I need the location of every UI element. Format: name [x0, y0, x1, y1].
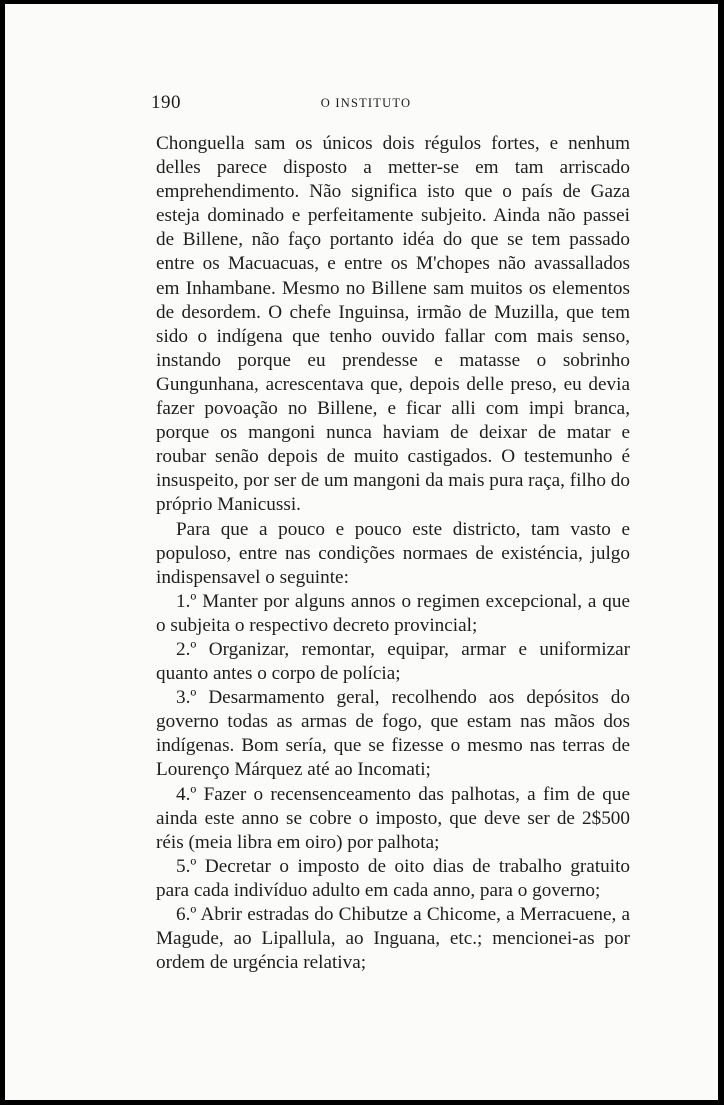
page-number: 190: [151, 92, 181, 113]
paragraph-continuation: Chonguella sam os únicos dois régulos fortes, e nenhum delles parece disposto a metter-se em tam arriscado emprehendimento. Não significa isto que o país de Gaza esteja dominado e perfeitamente subjeito. Ainda não passei de Billene, não faço portanto idéa do que se tem passado entre os Macuacuas, e entre os M'chopes não avassallados em Inhambane. Mesmo no Billene sam muitos os elementos de desordem. O chefe Inguinsa, irmão de Muzilla, que tem sido o indígena que tenho ouvido fallar com mais senso, instando porque eu prendesse e matasse o sobrinho Gungunhana, acrescentava que, depois delle preso, eu devia fazer povoação no Billene, e ficar alli com impi branca, porque os mangoni nunca haviam de deixar de matar e roubar senão depois de muito castigados. O testemunho é insuspeito, por ser de um mangoni da mais pura raça, filho do próprio Manicussi.: [156, 133, 630, 516]
body-text: [156, 132, 630, 975]
list-item-5: 5.º Decretar o imposto de oito dias de trabalho gratuito para cada indivíduo adulto em cada anno, para o governo;: [156, 855, 630, 901]
list-item-6: 6.º Abrir estradas do Chibutze a Chicome, a Merracuene, a Magude, ao Lipallula, ao Inguana, etc.; mencionei-as por ordem de urgéncia relativa;: [156, 904, 630, 974]
list-item-4: 4.º Fazer o recensenceamento das palhotas, a fim de que ainda este anno se cobre o imposto, que deve ser de 2$500 réis (meia libra em oiro) por palhota;: [156, 783, 630, 853]
book-page: [5, 4, 718, 1100]
page-header: [151, 92, 581, 114]
list-item-2: 2.º Organizar, remontar, equipar, armar e uniformizar quanto antes o corpo de polícia;: [156, 638, 630, 685]
paragraph-intro: Para que a pouco e pouco este districto, tam vasto e populoso, entre nas condições normaes de existéncia, julgo indispensavel o seguinte:: [156, 518, 630, 588]
list-item-3: 3.º Desarmamento geral, recolhendo aos depósitos do governo todas as armas de fogo, que estam nas mãos dos indígenas. Bom sería, que se fizesse o mesmo nas terras de Lourenço Márquez até ao Incomati;: [156, 687, 630, 781]
list-item-1: 1.º Manter por alguns annos o regimen excepcional, a que o subjeita o respectivo decreto provincial;: [156, 590, 630, 636]
running-title: O INSTITUTO: [320, 96, 412, 110]
